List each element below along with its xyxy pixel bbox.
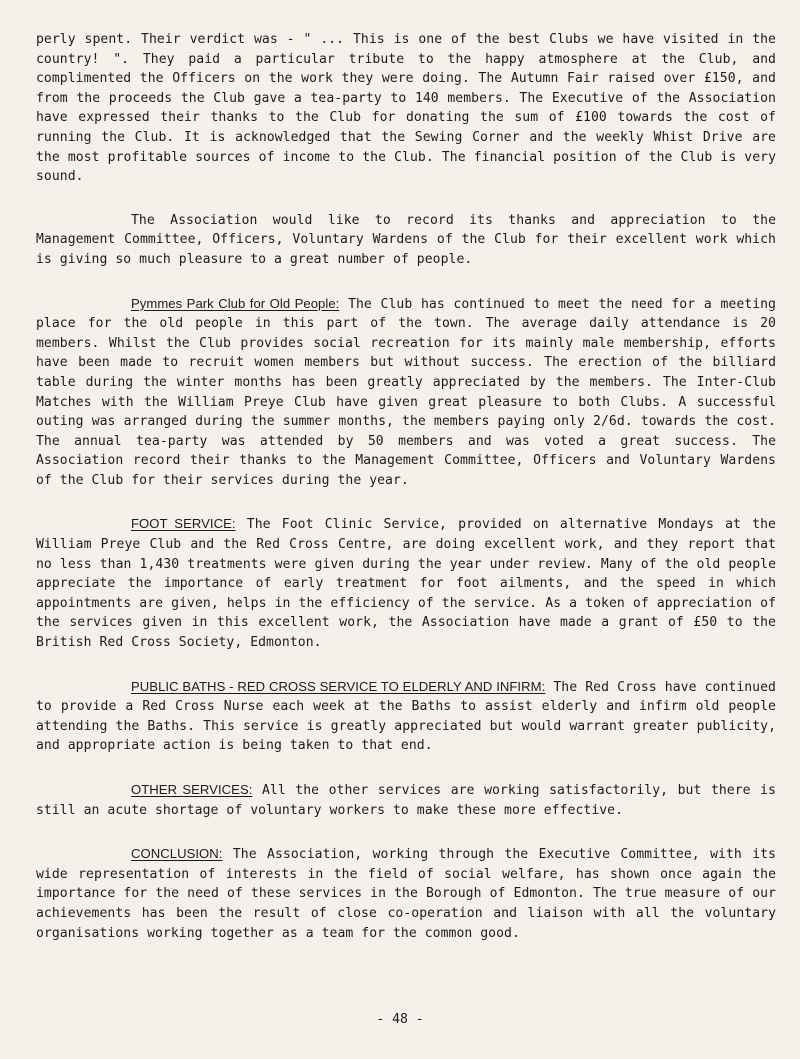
paragraph-text: The Association would like to record its thanks and appreciation to the Management Committee, Officers, Voluntary Wardens of the Club for their excellent work which is giving so much pleasure to a great number of people. [36, 212, 776, 267]
section-heading-foot-service: FOOT SERVICE: [131, 516, 236, 532]
paragraph-text: perly spent. Their verdict was - " ... This is one of the best Clubs we have visited in the country! ". They paid a particular tribute to the happy atmosphere at the Club, and complimented the Officers on the work they were doing. The Autumn Fair raised over £150, and from the proceeds the Club gave a tea-party to 140 members. The Executive of the Association have expressed their thanks to the Club for donating the sum of £100 towards the cost of running the Club. It is acknowledged that the Sewing Corner and the weekly Whist Drive are the most profitable sources of income to the Club. The financial position of the Club is very sound. [36, 32, 776, 185]
paragraph-text: The Foot Clinic Service, provided on alternative Mondays at the William Preye Club and the Red Cross Centre, are doing excellent work, and they report that no less than 1,430 treatments were given during the year under review. Many of the old people appreciate the importance of early treatment for foot ailments, and the speed in which appointments are given, helps in the efficiency of the service. As a token of appreciation of the services given in this excellent work, the Association have made a grant of £50 to the British Red Cross Society, Edmonton. [36, 517, 776, 651]
paragraph-other-services [36, 780, 776, 820]
paragraph-pymmes-park-club [36, 294, 776, 491]
paragraph-association-thanks [36, 211, 776, 270]
paragraph-text: The Red Cross have continued to provide a Red Cross Nurse each week at the Baths to assist elderly and infirm old people attending the Baths. This service is greatly appreciated but would warrant greater publicity, and appropriate action is being taken to that end. [36, 679, 776, 754]
paragraph-club-finances [36, 30, 776, 187]
section-heading-other-services: OTHER SERVICES: [131, 782, 253, 797]
document-page [36, 30, 776, 943]
section-heading-pymmes-park: Pymmes Park Club for Old People: [131, 295, 340, 311]
paragraph-text: All the other services are working satisfactorily, but there is still an acute shortage of voluntary workers to make these more effective. [36, 783, 776, 818]
paragraph-text: The Association, working through the Executive Committee, with its wide representation of interests in the field of social welfare, has shown once again the importance for the need of these services in the Borough of Edmonton. The true measure of our achievements has been the result of close co-operation and liaison with all the voluntary organisations working together as a team for the common good. [36, 847, 776, 941]
paragraph-foot-service [36, 514, 776, 652]
paragraph-text: The Club has continued to meet the need for a meeting place for the old people in this part of the town. The average daily attendance is 20 members. Whilst the Club provides social recreation for its mainly male membership, efforts have been made to recruit women members but without success. The erection of the billiard table during the winter months has been greatly appreciated by the members. The Inter-Club Matches with the William Preye Club have given great pleasure to both Clubs. A successful outing was arranged during the summer months, the members paying only 2/6d. towards the cost. The annual tea-party was attended by 50 members and was voted a great success. The Association record their thanks to the Management Committee, Officers and Voluntary Wardens of the Club for their services during the year. [36, 296, 776, 488]
page-number: - 48 - [376, 1012, 424, 1027]
section-heading-conclusion: CONCLUSION: [131, 846, 223, 862]
section-heading-public-baths: PUBLIC BATHS - RED CROSS SERVICE TO ELDERLY AND INFIRM: [131, 678, 546, 694]
paragraph-conclusion [36, 844, 776, 943]
paragraph-public-baths [36, 677, 776, 756]
